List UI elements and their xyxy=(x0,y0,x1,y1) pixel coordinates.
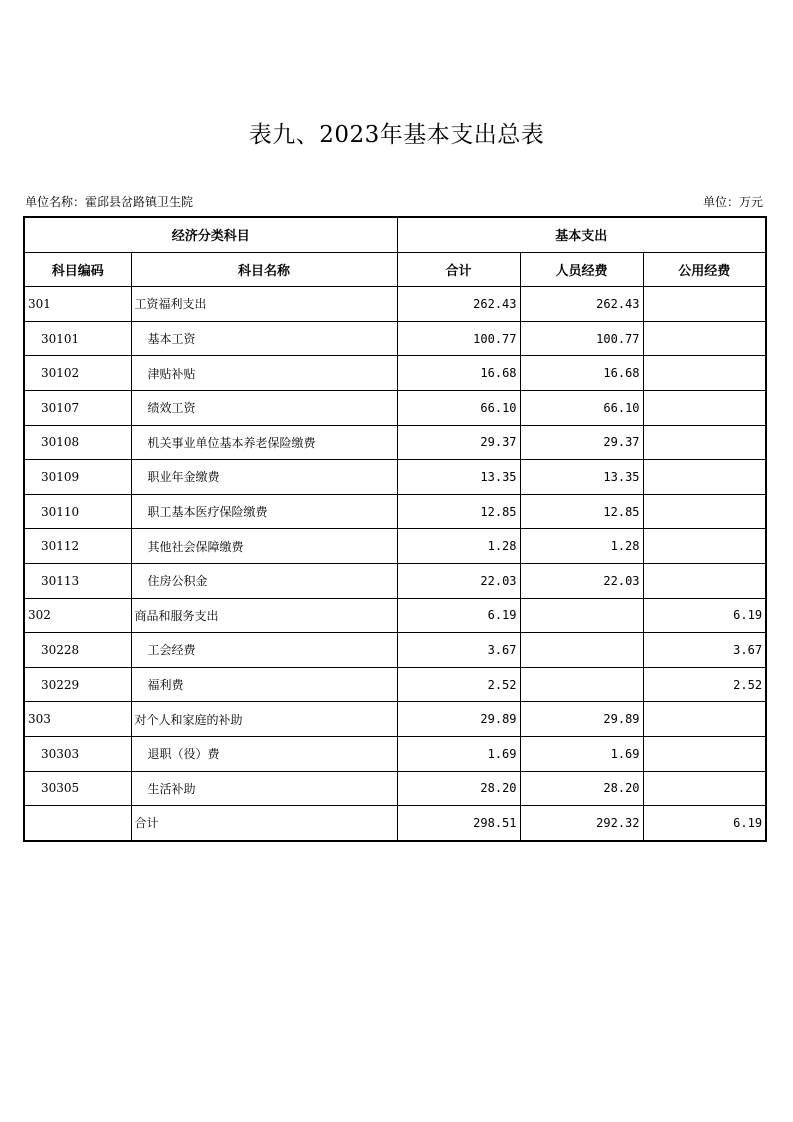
table-row xyxy=(24,460,766,495)
cell-total: 66.10 xyxy=(397,390,520,425)
cell-public: 3.67 xyxy=(643,633,766,668)
unit-name-label: 单位名称：霍邱县岔路镇卫生院 xyxy=(25,195,194,209)
header-group-row xyxy=(24,217,766,252)
cell-public xyxy=(643,736,766,771)
header-column-row xyxy=(24,252,766,287)
table-row xyxy=(24,494,766,529)
table-row xyxy=(24,736,766,771)
cell-public: 2.52 xyxy=(643,667,766,702)
cell-total: 2.52 xyxy=(397,667,520,702)
header-public: 公用经费 xyxy=(643,252,766,287)
table-body xyxy=(24,287,766,841)
cell-total: 22.03 xyxy=(397,563,520,598)
cell-name: 职工基本医疗保险缴费 xyxy=(131,494,397,529)
total-cell-personnel: 292.32 xyxy=(520,806,643,841)
cell-public xyxy=(643,529,766,564)
total-cell-code xyxy=(24,806,131,841)
cell-personnel: 22.03 xyxy=(520,563,643,598)
cell-personnel: 262.43 xyxy=(520,287,643,322)
cell-personnel: 1.69 xyxy=(520,736,643,771)
table-row xyxy=(24,667,766,702)
cell-personnel: 16.68 xyxy=(520,356,643,391)
table-row xyxy=(24,771,766,806)
cell-code: 30107 xyxy=(24,390,131,425)
total-cell-total: 298.51 xyxy=(397,806,520,841)
header-basic-expenditure: 基本支出 xyxy=(397,217,766,252)
cell-name: 其他社会保障缴费 xyxy=(131,529,397,564)
cell-public xyxy=(643,494,766,529)
cell-personnel xyxy=(520,598,643,633)
table-row xyxy=(24,702,766,737)
cell-total: 29.89 xyxy=(397,702,520,737)
header-personnel: 人员经费 xyxy=(520,252,643,287)
cell-public xyxy=(643,425,766,460)
cell-total: 12.85 xyxy=(397,494,520,529)
cell-code: 30102 xyxy=(24,356,131,391)
cell-public xyxy=(643,563,766,598)
page-title: 表九、2023年基本支出总表 xyxy=(248,122,545,148)
budget-table xyxy=(23,216,767,842)
table-row xyxy=(24,321,766,356)
table-row xyxy=(24,425,766,460)
header-name: 科目名称 xyxy=(131,252,397,287)
cell-personnel xyxy=(520,633,643,668)
cell-public xyxy=(643,702,766,737)
cell-public xyxy=(643,390,766,425)
cell-total: 100.77 xyxy=(397,321,520,356)
cell-personnel: 12.85 xyxy=(520,494,643,529)
cell-name: 机关事业单位基本养老保险缴费 xyxy=(131,425,397,460)
table-row xyxy=(24,390,766,425)
cell-name: 对个人和家庭的补助 xyxy=(131,702,397,737)
cell-code: 30305 xyxy=(24,771,131,806)
cell-total: 1.69 xyxy=(397,736,520,771)
cell-code: 30108 xyxy=(24,425,131,460)
total-cell-name: 合计 xyxy=(131,806,397,841)
cell-name: 绩效工资 xyxy=(131,390,397,425)
cell-name: 住房公积金 xyxy=(131,563,397,598)
cell-name: 生活补助 xyxy=(131,771,397,806)
cell-public xyxy=(643,460,766,495)
cell-total: 1.28 xyxy=(397,529,520,564)
cell-total: 262.43 xyxy=(397,287,520,322)
cell-total: 16.68 xyxy=(397,356,520,391)
cell-total: 3.67 xyxy=(397,633,520,668)
cell-public: 6.19 xyxy=(643,598,766,633)
cell-code: 302 xyxy=(24,598,131,633)
cell-personnel xyxy=(520,667,643,702)
cell-personnel: 100.77 xyxy=(520,321,643,356)
cell-public xyxy=(643,771,766,806)
table-row xyxy=(24,598,766,633)
cell-name: 退职（役）费 xyxy=(131,736,397,771)
cell-total: 28.20 xyxy=(397,771,520,806)
cell-name: 工会经费 xyxy=(131,633,397,668)
table-row xyxy=(24,529,766,564)
cell-personnel: 29.89 xyxy=(520,702,643,737)
header-code: 科目编码 xyxy=(24,252,131,287)
cell-code: 30229 xyxy=(24,667,131,702)
cell-name: 工资福利支出 xyxy=(131,287,397,322)
cell-code: 30228 xyxy=(24,633,131,668)
cell-name: 福利费 xyxy=(131,667,397,702)
cell-name: 商品和服务支出 xyxy=(131,598,397,633)
total-cell-public: 6.19 xyxy=(643,806,766,841)
table-row xyxy=(24,633,766,668)
cell-total: 13.35 xyxy=(397,460,520,495)
cell-personnel: 66.10 xyxy=(520,390,643,425)
cell-code: 30109 xyxy=(24,460,131,495)
cell-code: 301 xyxy=(24,287,131,322)
cell-code: 303 xyxy=(24,702,131,737)
cell-public xyxy=(643,321,766,356)
header-economic-category: 经济分类科目 xyxy=(24,217,397,252)
cell-name: 基本工资 xyxy=(131,321,397,356)
cell-name: 津贴补贴 xyxy=(131,356,397,391)
cell-public xyxy=(643,287,766,322)
cell-public xyxy=(643,356,766,391)
total-row xyxy=(24,806,766,841)
cell-personnel: 28.20 xyxy=(520,771,643,806)
cell-code: 30113 xyxy=(24,563,131,598)
cell-code: 30101 xyxy=(24,321,131,356)
cell-name: 职业年金缴费 xyxy=(131,460,397,495)
unit-label: 单位：万元 xyxy=(702,195,763,209)
table-row xyxy=(24,563,766,598)
table-row xyxy=(24,287,766,322)
cell-code: 30303 xyxy=(24,736,131,771)
cell-personnel: 29.37 xyxy=(520,425,643,460)
header-total: 合计 xyxy=(397,252,520,287)
cell-personnel: 1.28 xyxy=(520,529,643,564)
cell-code: 30112 xyxy=(24,529,131,564)
cell-total: 6.19 xyxy=(397,598,520,633)
cell-code: 30110 xyxy=(24,494,131,529)
cell-personnel: 13.35 xyxy=(520,460,643,495)
table-row xyxy=(24,356,766,391)
cell-total: 29.37 xyxy=(397,425,520,460)
